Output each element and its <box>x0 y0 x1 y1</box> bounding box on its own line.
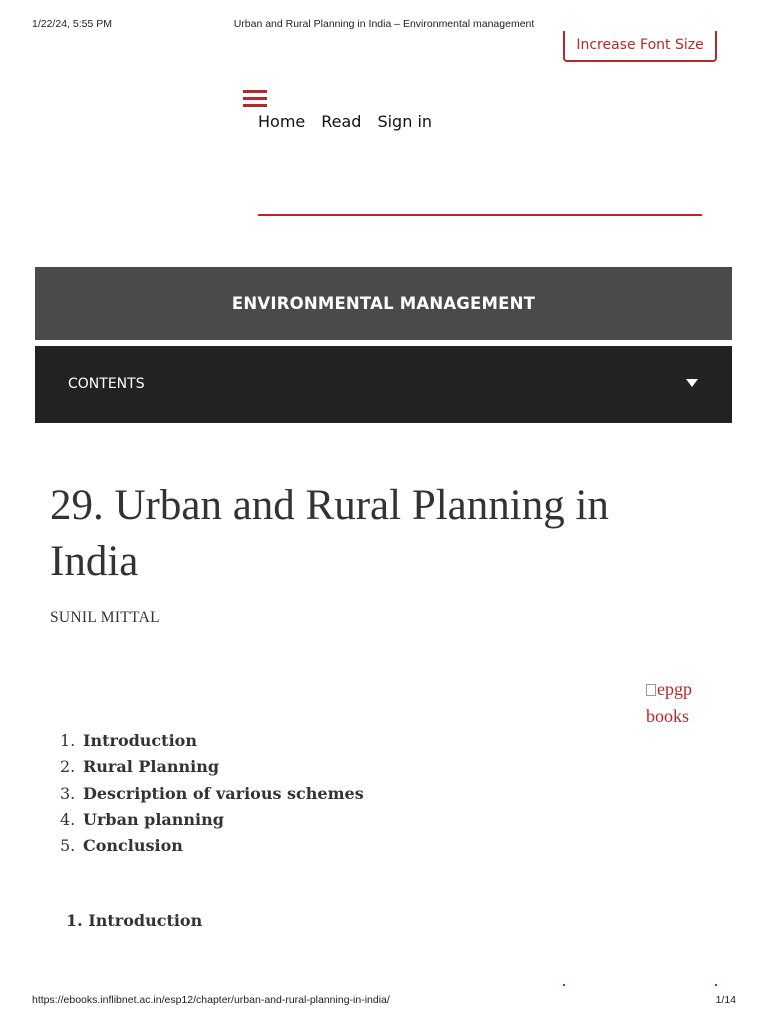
print-footer <box>0 994 768 1008</box>
print-header <box>0 18 768 32</box>
print-datetime: 1/22/24, 5:55 PM <box>32 18 112 30</box>
hamburger-icon[interactable] <box>243 90 267 107</box>
print-page-number: 1/14 <box>715 994 736 1006</box>
increase-font-size-button[interactable]: Increase Font Size <box>563 31 717 62</box>
page-cut-fragment <box>563 984 565 986</box>
chapter-toc <box>60 728 364 859</box>
contents-label: CONTENTS <box>68 376 145 392</box>
nav-sign-in-link[interactable]: Sign in <box>377 112 433 131</box>
toc-item-label: Rural Planning <box>83 757 220 777</box>
toc-item[interactable] <box>60 728 364 754</box>
toc-item-number: 3. <box>60 783 76 803</box>
chapter-title: 29. Urban and Rural Planning in India <box>50 482 609 585</box>
toc-item-number: 5. <box>60 836 76 856</box>
contents-toggle[interactable] <box>35 346 732 423</box>
header-divider <box>258 214 702 216</box>
nav-home-link[interactable]: Home <box>258 112 306 131</box>
toc-item-label: Conclusion <box>83 836 183 856</box>
toc-item-number: 4. <box>60 809 76 829</box>
toc-item-label: Description of various schemes <box>83 783 364 803</box>
toc-item-label: Introduction <box>83 731 197 750</box>
caret-down-icon <box>686 379 698 387</box>
chapter-author: SUNIL MITTAL <box>50 609 160 626</box>
broken-image-icon <box>646 684 656 696</box>
image-alt-text: epgp books <box>646 679 692 726</box>
page-cut-fragment <box>715 984 717 986</box>
section-heading-introduction: 1. Introduction <box>66 911 203 930</box>
book-title-bar[interactable]: ENVIRONMENTAL MANAGEMENT <box>35 267 732 340</box>
toc-item[interactable] <box>60 781 364 807</box>
print-doc-title: Urban and Rural Planning in India – Environmental management <box>233 18 535 30</box>
nav-read-link[interactable]: Read <box>321 112 362 131</box>
epgp-books-image[interactable] <box>646 676 726 730</box>
toc-item[interactable] <box>60 807 364 833</box>
print-url: https://ebooks.inflibnet.ac.in/esp12/chapter/urban-and-rural-planning-in-india/ <box>32 994 390 1006</box>
top-nav <box>258 112 448 131</box>
toc-item[interactable] <box>60 833 364 859</box>
toc-item-number: 2. <box>60 757 76 777</box>
toc-item-number: 1. <box>60 731 76 750</box>
toc-item-label: Urban planning <box>83 809 224 829</box>
toc-item[interactable] <box>60 754 364 780</box>
